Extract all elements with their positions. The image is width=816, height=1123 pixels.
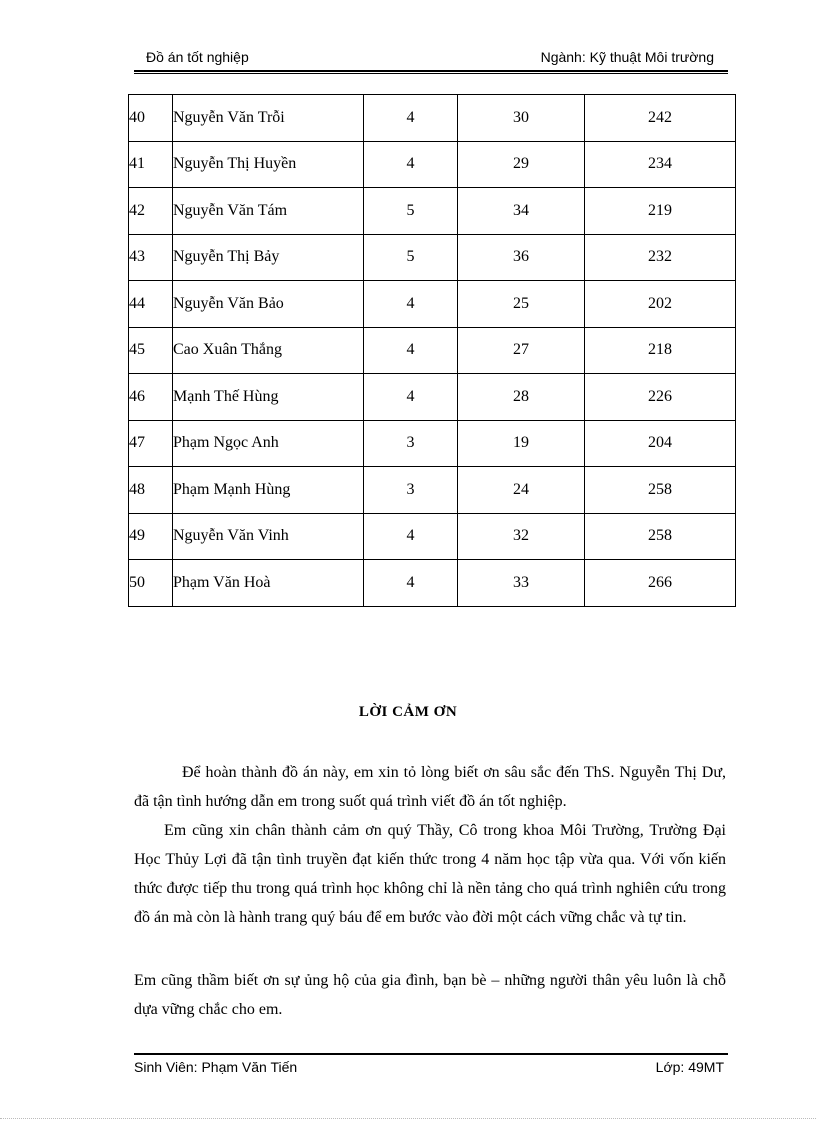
table-row [129,234,736,281]
value-c-cell: 219 [585,188,736,235]
row-number-cell: 46 [129,374,173,421]
value-c-cell: 258 [585,513,736,560]
acknowledgement-paragraph-2: Em cũng xin chân thành cảm ơn quý Thầy, Cô trong khoa Môi Trường, Trường Đại Học Thủy Lợi đã tận tình truyền đạt kiến thức trong 4 năm học tập vừa qua. Với vốn kiến thức được tiếp thu trong quá trình học không chỉ là nền tảng cho quá trình nghiên cứu trong đồ án mà còn là hành trang quý báu để em bước vào đời một cách vững chắc và tự tin. [134,822,726,926]
value-b-cell: 25 [458,281,585,328]
table-row [129,560,736,607]
value-a-cell: 4 [364,513,458,560]
value-a-cell: 4 [364,374,458,421]
student-name-cell: Phạm Mạnh Hùng [173,467,364,514]
value-a-cell: 4 [364,141,458,188]
row-number-cell: 48 [129,467,173,514]
value-b-cell: 28 [458,374,585,421]
table-row [129,141,736,188]
value-b-cell: 27 [458,327,585,374]
value-c-cell: 218 [585,327,736,374]
value-a-cell: 4 [364,327,458,374]
page-edge-divider [0,1118,816,1119]
student-name-cell: Nguyễn Văn Vinh [173,513,364,560]
student-name-cell: Nguyễn Văn Tám [173,188,364,235]
table-row [129,188,736,235]
table-row [129,467,736,514]
header-major: Ngành: Kỹ thuật Môi trường [540,49,714,65]
footer-student: Sinh Viên: Phạm Văn Tiến [134,1059,298,1075]
student-name-cell: Nguyễn Văn Trỗi [173,95,364,142]
student-name-cell: Cao Xuân Thắng [173,327,364,374]
acknowledgement-paragraph-1: Để hoàn thành đồ án này, em xin tỏ lòng biết ơn sâu sắc đến ThS. Nguyễn Thị Dư, đã tận tình hướng dẫn em trong suốt quá trình viết đồ án tốt nghiệp. [134,764,726,810]
row-number-cell: 41 [129,141,173,188]
row-number-cell: 42 [129,188,173,235]
page-header [134,48,728,72]
table-row [129,327,736,374]
value-c-cell: 258 [585,467,736,514]
row-number-cell: 44 [129,281,173,328]
value-c-cell: 232 [585,234,736,281]
acknowledgement-paragraph-3: Em cũng thầm biết ơn sự ủng hộ của gia đình, bạn bè – những người thân yêu luôn là chỗ dựa vững chắc cho em. [134,972,726,1018]
value-b-cell: 32 [458,513,585,560]
table-row [129,420,736,467]
student-name-cell: Nguyễn Văn Bảo [173,281,364,328]
row-number-cell: 40 [129,95,173,142]
value-b-cell: 30 [458,95,585,142]
value-c-cell: 202 [585,281,736,328]
value-a-cell: 4 [364,281,458,328]
value-b-cell: 36 [458,234,585,281]
row-number-cell: 45 [129,327,173,374]
value-a-cell: 4 [364,95,458,142]
student-name-cell: Phạm Ngọc Anh [173,420,364,467]
table-row [129,374,736,421]
row-number-cell: 43 [129,234,173,281]
value-a-cell: 5 [364,234,458,281]
student-table [128,94,736,607]
row-number-cell: 49 [129,513,173,560]
header-title: Đồ án tốt nghiệp [146,49,249,65]
table-row [129,513,736,560]
page-footer [134,1053,728,1081]
value-b-cell: 24 [458,467,585,514]
value-c-cell: 266 [585,560,736,607]
value-c-cell: 234 [585,141,736,188]
acknowledgement-title: LỜI CẢM ƠN [358,704,458,720]
student-name-cell: Nguyễn Thị Bảy [173,234,364,281]
student-name-cell: Nguyễn Thị Huyền [173,141,364,188]
footer-class: Lớp: 49MT [655,1059,724,1075]
student-name-cell: Mạnh Thế Hùng [173,374,364,421]
value-b-cell: 19 [458,420,585,467]
value-b-cell: 33 [458,560,585,607]
student-name-cell: Phạm Văn Hoà [173,560,364,607]
value-a-cell: 5 [364,188,458,235]
row-number-cell: 47 [129,420,173,467]
table-row [129,95,736,142]
value-a-cell: 3 [364,420,458,467]
value-c-cell: 226 [585,374,736,421]
row-number-cell: 50 [129,560,173,607]
value-a-cell: 3 [364,467,458,514]
value-a-cell: 4 [364,560,458,607]
value-b-cell: 34 [458,188,585,235]
value-c-cell: 242 [585,95,736,142]
value-b-cell: 29 [458,141,585,188]
value-c-cell: 204 [585,420,736,467]
table-row [129,281,736,328]
